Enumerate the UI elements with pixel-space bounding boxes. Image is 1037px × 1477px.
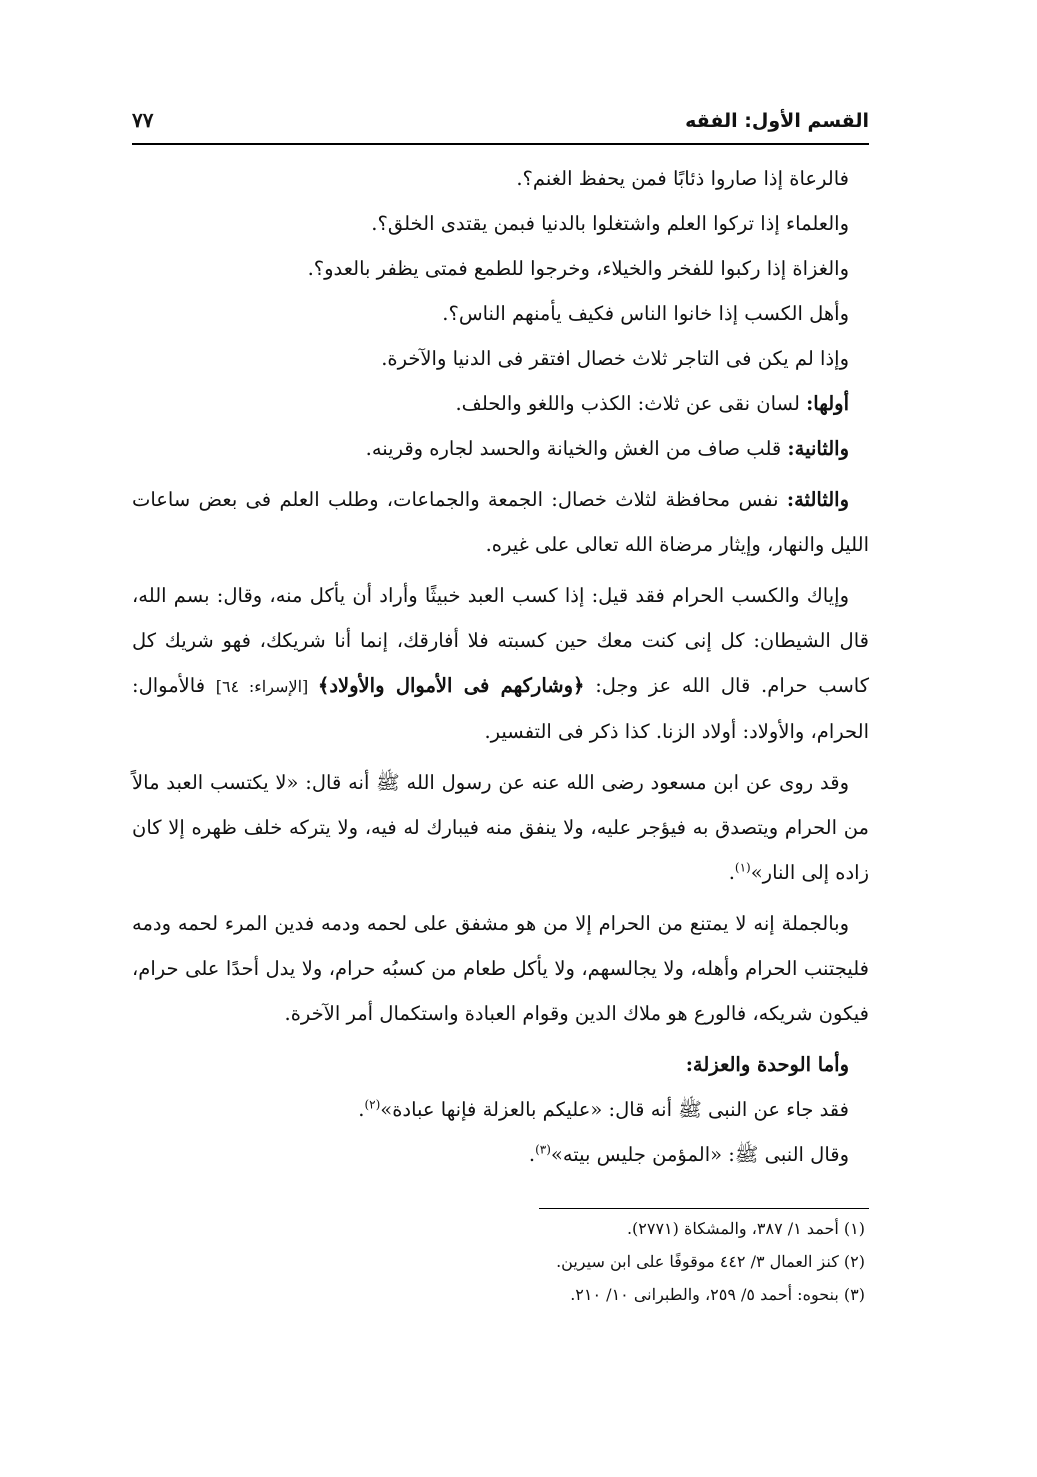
third-trait-label: والثالثة:: [786, 488, 849, 511]
paragraph-second-trait: [132, 426, 869, 471]
paragraph-seclusion-hadith: [132, 1087, 869, 1132]
running-title: القسم الأول: الفقه: [685, 110, 869, 132]
first-trait-text: لسان نقى عن ثلاث: الكذب واللغو والحلف.: [455, 392, 807, 415]
paragraph-shepherds: فالرعاة إذا صاروا ذئابًا فمن يحفظ الغنم؟.: [516, 167, 849, 190]
sentence-end: .: [358, 1098, 365, 1121]
sentence-end: .: [728, 861, 735, 884]
section-heading: وأما الوحدة والعزلة:: [685, 1053, 849, 1076]
unlawful-earning-tail: فالأموال: الحرام، والأولاد: أولاد الزنا. كذا ذكر فى التفسير.: [132, 674, 869, 743]
paragraph-summary: وبالجملة إنه لا يمتنع من الحرام إلا من هو مشفق على لحمه ودمه فدين المرء لحمه ودمه فليجتنب الحرام وأهله، ولا يجالسهم، ولا يأكل طعام من كسبُه حرام، ولا يدل أحدًا على حرام، فيكون شريكه، فالورع هو ملاك الدين وقوام العبادة واستكمال أمر الآخرة.: [132, 912, 869, 1025]
paragraph-earners: وأهل الكسب إذا خانوا الناس فكيف يأمنهم الناس؟.: [442, 302, 849, 325]
header-rule: [132, 143, 869, 145]
verse-reference: [الإسراء: ٦٤]: [215, 677, 318, 696]
paragraph-unlawful-earning: [132, 573, 869, 754]
main-text: [132, 156, 869, 1177]
first-trait-label: أولها:: [806, 392, 849, 415]
footnote-rule: [539, 1208, 869, 1209]
seclusion-hadith-text: فقد جاء عن النبى ﷺ أنه قال: «عليكم بالعزلة فإنها عبادة»: [380, 1098, 849, 1121]
hadith-text: وقد روى عن ابن مسعود رضى الله عنه عن رسول الله ﷺ أنه قال: «لا يكتسب العبد مالاً من الحرام ويتصدق به فيؤجر عليه، ولا ينفق منه فيبارك له فيه، ولا يتركه خلف ظهره إلا كان زاده إلى النار»: [132, 771, 869, 884]
unlawful-earning-text: وإياك والكسب الحرام فقد قيل: إذا كسب العبد خبيثًا وأراد أن يأكل منه، وقال: بسم الله، قال الشيطان: كل إنى كنت معك حين كسبته فلا أفارقك، إنما أنا شريكك، فهو شريك كل كاسب حرام. قال الله عز وجل:: [132, 584, 870, 697]
footnotes: [132, 1212, 869, 1311]
paragraph-believer-hadith: [132, 1132, 869, 1177]
paragraph-first-trait: [132, 381, 869, 426]
footnote-ref-3: (٣): [535, 1142, 551, 1157]
believer-hadith-text: وقال النبى ﷺ: «المؤمن جليس بيته»: [550, 1143, 849, 1166]
page-header: [132, 100, 869, 132]
second-trait-label: والثانية:: [787, 437, 849, 460]
second-trait-text: قلب صاف من الغش والخيانة والحسد لجاره وقرينه.: [365, 437, 788, 460]
page-number: ٧٧: [132, 108, 154, 132]
footnote-2: (٢) كنز العمال ٣/ ٤٤٢ موقوفًا على ابن سيرين.: [556, 1252, 865, 1271]
quran-verse: ﴿وشاركهم فى الأموال والأولاد﴾: [317, 674, 585, 697]
footnote-1: (١) أحمد ١/ ٣٨٧، والمشكاة (٢٧٧١).: [626, 1219, 865, 1238]
footnote-ref-1: (١): [734, 860, 751, 875]
paragraph-merchant: وإذا لم يكن فى التاجر ثلاث خصال افتقر فى الدنيا والآخرة.: [381, 347, 849, 370]
paragraph-hadith-ibn-masud: [132, 760, 869, 895]
third-trait-text: نفس محافظة لثلاث خصال: الجمعة والجماعات، وطلب العلم فى بعض ساعات الليل والنهار، وإيثار مرضاة الله تعالى على غيره.: [132, 488, 869, 556]
paragraph-scholars: والعلماء إذا تركوا العلم واشتغلوا بالدنيا فبمن يقتدى الخلق؟.: [371, 212, 849, 235]
footnote-3: (٣) بنحوه: أحمد ٥/ ٢٥٩، والطبرانى ١٠/ ٢١٠.: [570, 1285, 865, 1304]
footnote-ref-2: (٢): [364, 1097, 381, 1112]
paragraph-warriors: والغزاة إذا ركبوا للفخر والخيلاء، وخرجوا للطمع فمتى يظفر بالعدو؟.: [307, 257, 849, 280]
sentence-end: .: [528, 1143, 536, 1166]
paragraph-third-trait: [132, 477, 869, 567]
